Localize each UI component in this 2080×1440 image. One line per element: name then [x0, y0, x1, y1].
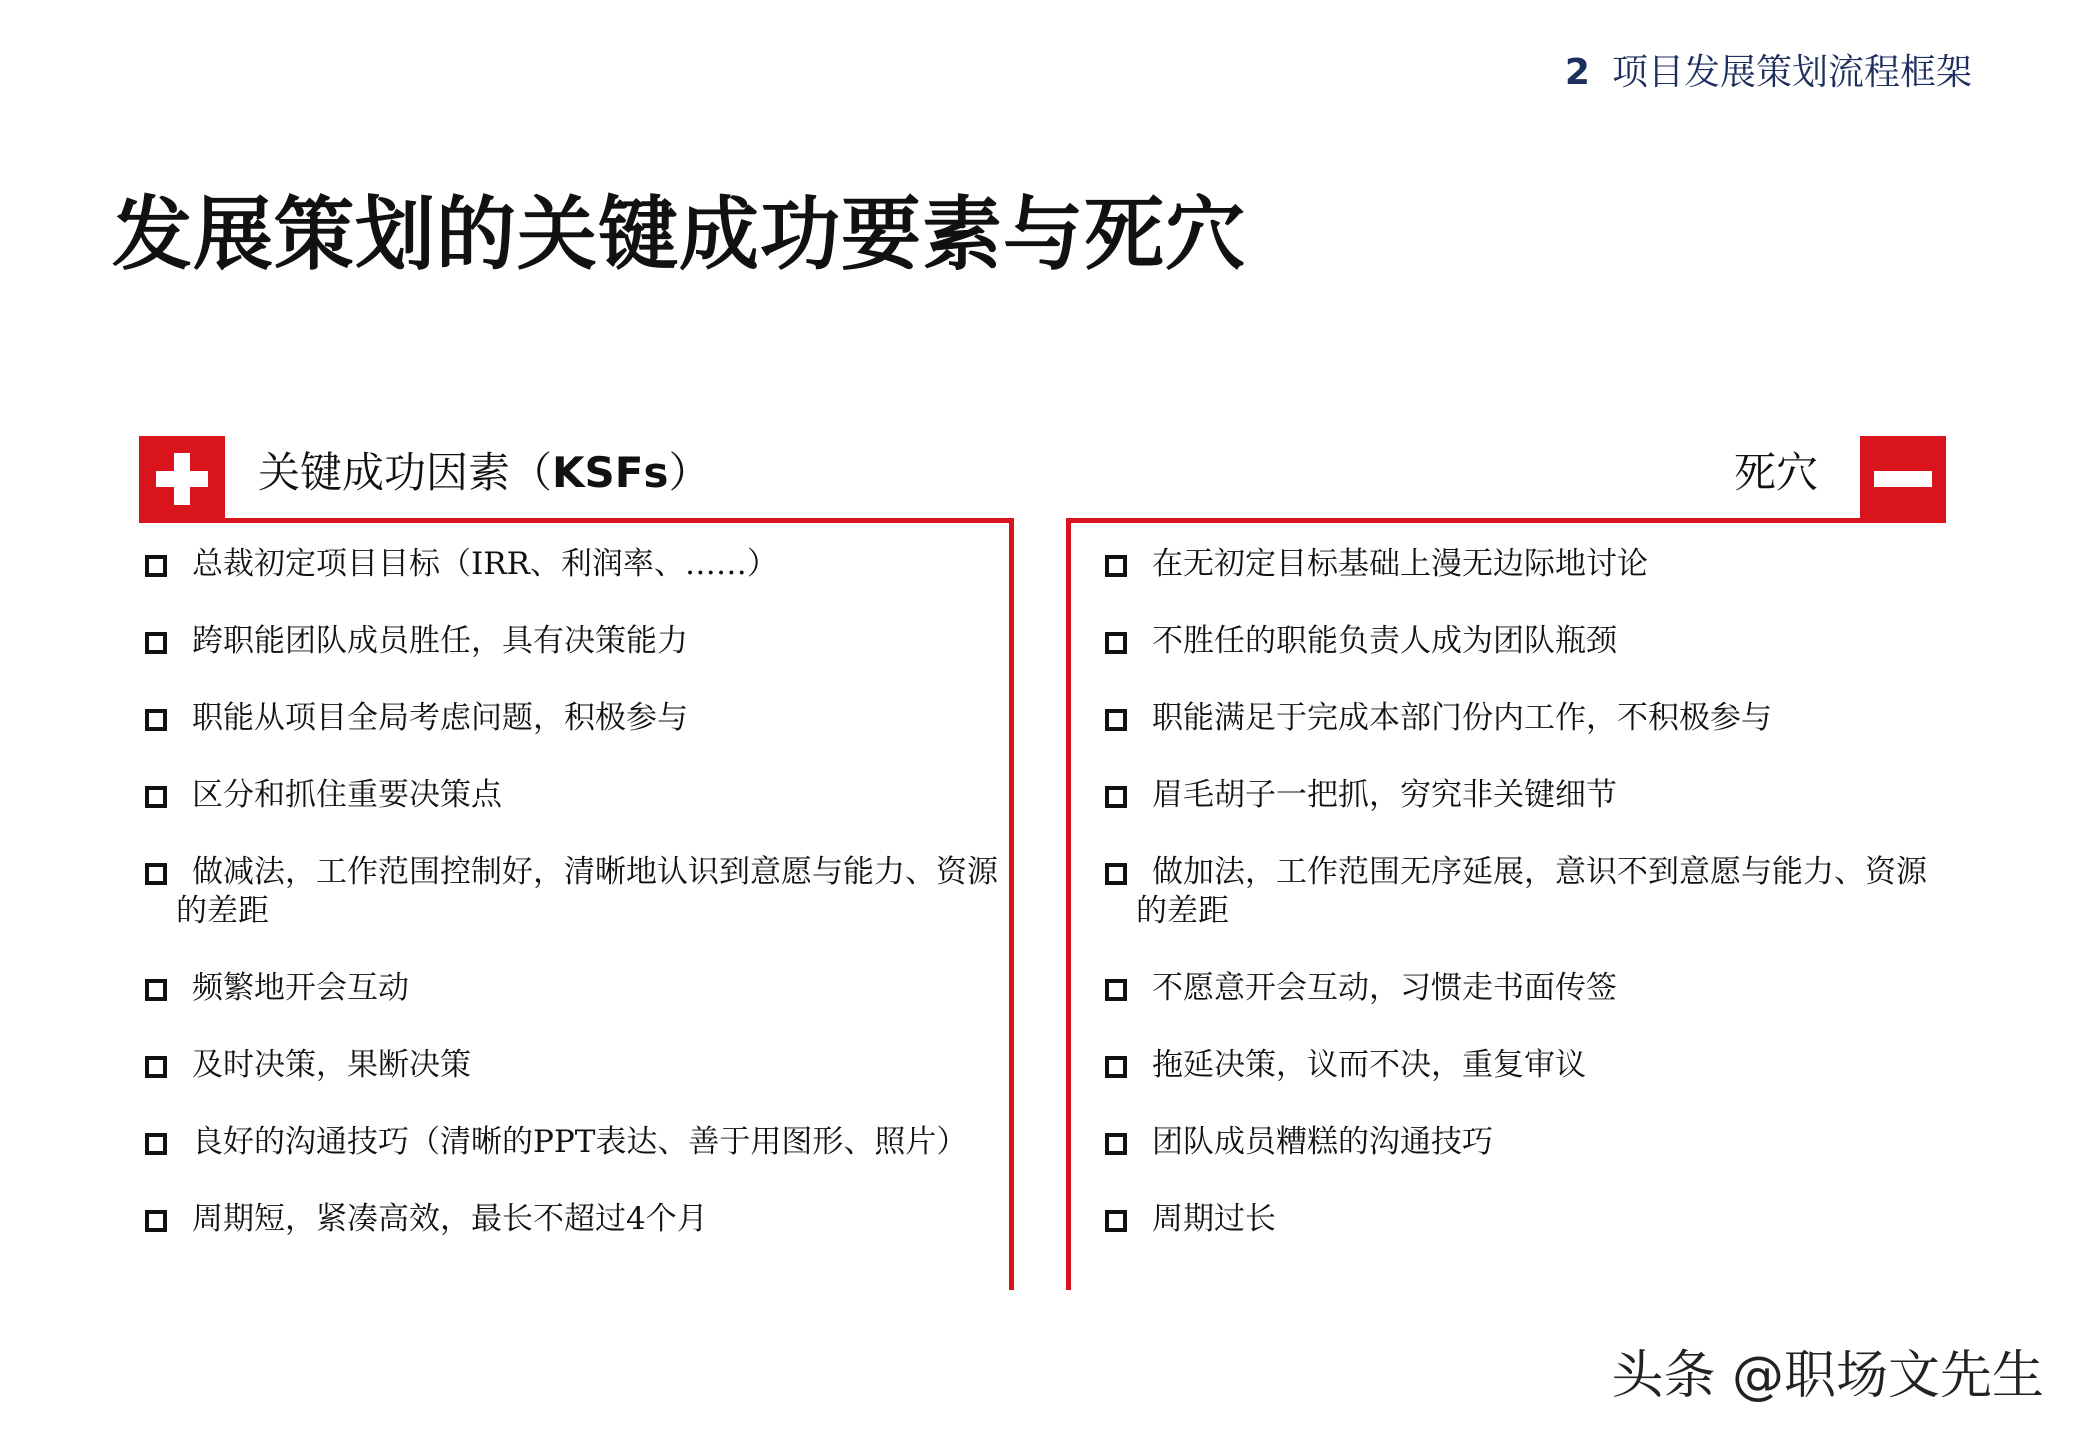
checkbox-bullet-icon: [1105, 632, 1127, 654]
list-item: 职能满足于完成本部门份内工作，不积极参与: [1102, 699, 1932, 738]
list-item: 频繁地开会互动: [142, 969, 1002, 1008]
section-number: 2: [1564, 52, 1590, 93]
list-item: 跨职能团队成员胜任，具有决策能力: [142, 622, 1002, 661]
checkbox-bullet-icon: [1105, 979, 1127, 1001]
checkbox-bullet-icon: [145, 786, 167, 808]
checkbox-bullet-icon: [145, 632, 167, 654]
list-item: 及时决策，果断决策: [142, 1046, 1002, 1085]
checkbox-bullet-icon: [1105, 1056, 1127, 1078]
list-item: 眉毛胡子一把抓，穷究非关键细节: [1102, 776, 1932, 815]
checkbox-bullet-icon: [1105, 709, 1127, 731]
list-item: 周期过长: [1102, 1200, 1932, 1239]
ksf-heading-close: ）: [668, 448, 711, 497]
list-item: 职能从项目全局考虑问题，积极参与: [142, 699, 1002, 738]
checkbox-bullet-icon: [145, 1056, 167, 1078]
checkbox-bullet-icon: [145, 1133, 167, 1155]
checkbox-bullet-icon: [1105, 1210, 1127, 1232]
ksf-heading-abbr: KSFs: [552, 448, 669, 497]
checkbox-bullet-icon: [1105, 1133, 1127, 1155]
list-item: 不胜任的职能负责人成为团队瓶颈: [1102, 622, 1932, 661]
list-item: 在无初定目标基础上漫无边际地讨论: [1102, 545, 1932, 584]
checkbox-bullet-icon: [145, 863, 167, 885]
watermark: 头条 @职场文先生: [1611, 1346, 2044, 1406]
list-item: 不愿意开会互动，习惯走书面传签: [1102, 969, 1932, 1008]
weakness-heading: 死穴: [1733, 448, 1818, 497]
checkbox-bullet-icon: [145, 709, 167, 731]
list-item: 团队成员糟糕的沟通技巧: [1102, 1123, 1932, 1162]
checkbox-bullet-icon: [1105, 555, 1127, 577]
page-title: 发展策划的关键成功要素与死穴: [112, 187, 1246, 281]
list-item: 区分和抓住重要决策点: [142, 776, 1002, 815]
checkbox-bullet-icon: [1105, 786, 1127, 808]
section-title: 项目发展策划流程框架: [1611, 52, 1972, 93]
list-item: 良好的沟通技巧（清晰的PPT表达、善于用图形、照片）: [142, 1123, 1002, 1162]
list-item: 周期短，紧凑高效，最长不超过4个月: [142, 1200, 1002, 1239]
ksf-heading-main: 关键成功因素（: [258, 448, 553, 497]
checkbox-bullet-icon: [145, 1210, 167, 1232]
ksf-heading: [258, 440, 711, 500]
checkbox-bullet-icon: [145, 979, 167, 1001]
weakness-list: [1102, 545, 1932, 1277]
plus-icon: [139, 436, 225, 522]
list-item: 做减法，工作范围控制好，清晰地认识到意愿与能力、资源的差距: [142, 853, 1002, 931]
list-item: 拖延决策，议而不决，重复审议: [1102, 1046, 1932, 1085]
checkbox-bullet-icon: [1105, 863, 1127, 885]
section-tag: [1565, 44, 1972, 95]
minus-icon: [1860, 436, 1946, 522]
ksf-list: [142, 545, 1002, 1277]
list-item: 总裁初定项目目标（IRR、利润率、……）: [142, 545, 1002, 584]
checkbox-bullet-icon: [145, 555, 167, 577]
list-item: 做加法，工作范围无序延展，意识不到意愿与能力、资源的差距: [1102, 853, 1932, 931]
